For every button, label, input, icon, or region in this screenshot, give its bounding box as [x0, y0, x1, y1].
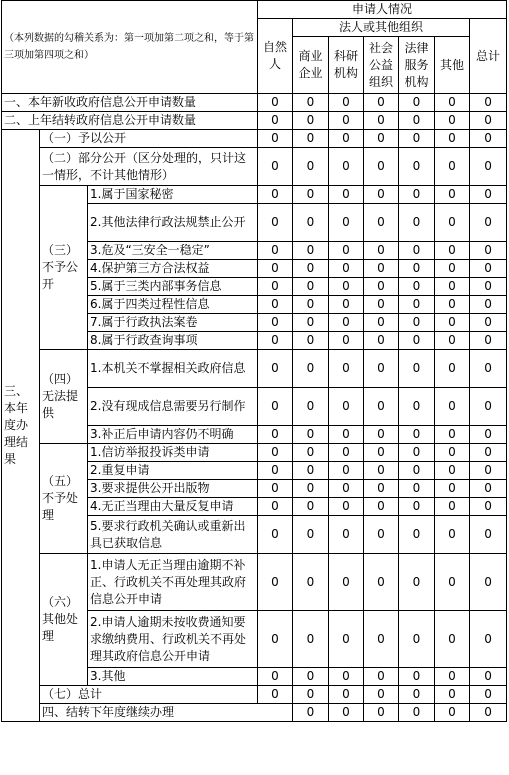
value-cell: 0: [399, 686, 435, 704]
value-cell: 0: [364, 516, 399, 554]
row-label-item: 5.要求行政机关确认或重新出具已获取信息: [88, 516, 258, 554]
row-label-item: 3.要求提供公开出版物: [88, 480, 258, 498]
value-cell: 0: [258, 611, 293, 668]
value-cell: 0: [258, 554, 293, 611]
group-label-other: （六）其他处理: [40, 554, 88, 686]
value-cell: 0: [329, 426, 364, 444]
row-label-item: 2.其他法律行政法规禁止公开: [88, 204, 258, 242]
value-cell: 0: [329, 130, 364, 148]
value-cell: 0: [470, 498, 507, 516]
value-cell: 0: [435, 186, 470, 204]
row-label-item: 1.信访举报投诉类申请: [88, 444, 258, 462]
value-cell: 0: [399, 516, 435, 554]
value-cell: 0: [258, 426, 293, 444]
value-cell: 0: [258, 94, 293, 112]
value-cell: 0: [293, 186, 329, 204]
value-cell: 0: [399, 204, 435, 242]
value-cell: 0: [364, 686, 399, 704]
value-cell: 0: [399, 498, 435, 516]
value-cell: 0: [258, 148, 293, 186]
value-cell: 0: [364, 350, 399, 388]
value-cell: 0: [470, 462, 507, 480]
value-cell: 0: [364, 611, 399, 668]
value-cell: 0: [435, 554, 470, 611]
value-cell: 0: [293, 112, 329, 130]
header-commercial: 商业企业: [293, 37, 329, 94]
table-row: [2, 704, 507, 722]
value-cell: 0: [329, 204, 364, 242]
row-label-item: 1.本机关不掌握相关政府信息: [88, 350, 258, 388]
value-cell: 0: [293, 130, 329, 148]
value-cell: 0: [329, 296, 364, 314]
value-cell: 0: [470, 516, 507, 554]
gov-info-disclosure-table: [1, 0, 507, 722]
value-cell: 0: [435, 426, 470, 444]
value-cell: 0: [470, 186, 507, 204]
row-label-item: 6.属于四类过程性信息: [88, 296, 258, 314]
header-social: 社会公益组织: [364, 37, 399, 94]
value-cell: 0: [470, 296, 507, 314]
value-cell: 0: [364, 242, 399, 260]
value-cell: 0: [258, 462, 293, 480]
value-cell: 0: [293, 668, 329, 686]
value-cell: 0: [258, 480, 293, 498]
row-label-item: 7.属于行政执法案卷: [88, 314, 258, 332]
value-cell: 0: [470, 686, 507, 704]
value-cell: 0: [293, 332, 329, 350]
value-cell: 0: [364, 112, 399, 130]
value-cell: 0: [435, 94, 470, 112]
value-cell: 0: [470, 350, 507, 388]
value-cell: 0: [399, 332, 435, 350]
value-cell: 0: [293, 260, 329, 278]
row-label-item: 2.申请人逾期未按收费通知要求缴纳费用、行政机关不再处理其政府信息公开申请: [88, 611, 258, 668]
value-cell: 0: [470, 314, 507, 332]
value-cell: 0: [399, 314, 435, 332]
row-label-carry-forward: 四、结转下年度继续办理: [40, 704, 293, 722]
value-cell: 0: [364, 426, 399, 444]
value-cell: 0: [293, 278, 329, 296]
value-cell: 0: [470, 204, 507, 242]
value-cell: 0: [470, 130, 507, 148]
value-cell: 0: [399, 186, 435, 204]
table-row: [2, 112, 507, 130]
value-cell: 0: [435, 388, 470, 426]
value-cell: 0: [364, 554, 399, 611]
value-cell: 0: [364, 278, 399, 296]
value-cell: 0: [435, 204, 470, 242]
value-cell: 0: [364, 480, 399, 498]
header-natural-person: 自然人: [258, 19, 293, 94]
value-cell: 0: [258, 498, 293, 516]
value-cell: 0: [435, 242, 470, 260]
value-cell: 0: [435, 462, 470, 480]
value-cell: 0: [435, 112, 470, 130]
value-cell: 0: [293, 444, 329, 462]
value-cell: 0: [293, 148, 329, 186]
value-cell: 0: [258, 388, 293, 426]
value-cell: 0: [293, 704, 329, 722]
value-cell: 0: [470, 480, 507, 498]
value-cell: 0: [258, 130, 293, 148]
value-cell: 0: [293, 498, 329, 516]
row-label-item: 3.危及“三安全一稳定”: [88, 242, 258, 260]
value-cell: 0: [399, 480, 435, 498]
value-cell: 0: [470, 554, 507, 611]
value-cell: 0: [258, 260, 293, 278]
value-cell: 0: [435, 498, 470, 516]
value-cell: 0: [329, 112, 364, 130]
row-label-item: 3.补正后申请内容仍不明确: [88, 426, 258, 444]
row-label-item: 4.保护第三方合法权益: [88, 260, 258, 278]
value-cell: 0: [329, 554, 364, 611]
value-cell: 0: [470, 260, 507, 278]
value-cell: 0: [470, 112, 507, 130]
value-cell: 0: [470, 278, 507, 296]
value-cell: 0: [329, 686, 364, 704]
value-cell: 0: [364, 94, 399, 112]
value-cell: 0: [258, 444, 293, 462]
value-cell: 0: [435, 686, 470, 704]
value-cell: 0: [399, 296, 435, 314]
value-cell: 0: [329, 388, 364, 426]
value-cell: 0: [329, 611, 364, 668]
row-label-total: （七）总计: [40, 686, 258, 704]
value-cell: 0: [435, 611, 470, 668]
value-cell: 0: [470, 611, 507, 668]
table-row: [2, 130, 507, 148]
row-label-disclosed: （一）予以公开: [40, 130, 258, 148]
value-cell: 0: [364, 444, 399, 462]
value-cell: 0: [399, 426, 435, 444]
value-cell: 0: [435, 480, 470, 498]
row-label-item: 5.属于三类内部事务信息: [88, 278, 258, 296]
header-total: 总计: [470, 19, 507, 94]
value-cell: 0: [258, 278, 293, 296]
row-label-new-requests: 一、本年新收政府信息公开申请数量: [2, 94, 258, 112]
value-cell: 0: [435, 350, 470, 388]
header-legal-group: 法人或其他组织: [293, 19, 470, 37]
row-label-item: 1.属于国家秘密: [88, 186, 258, 204]
value-cell: 0: [399, 611, 435, 668]
value-cell: 0: [399, 350, 435, 388]
value-cell: 0: [329, 314, 364, 332]
value-cell: 0: [293, 554, 329, 611]
value-cell: 0: [258, 112, 293, 130]
value-cell: 0: [470, 94, 507, 112]
value-cell: 0: [470, 426, 507, 444]
group-label-unable: （四）无法提供: [40, 350, 88, 444]
value-cell: 0: [329, 278, 364, 296]
value-cell: 0: [364, 668, 399, 686]
value-cell: 0: [258, 204, 293, 242]
value-cell: 0: [329, 668, 364, 686]
value-cell: 0: [364, 204, 399, 242]
value-cell: 0: [293, 426, 329, 444]
value-cell: 0: [470, 704, 507, 722]
value-cell: 0: [470, 668, 507, 686]
row-label-carried-over: 二、上年结转政府信息公开申请数量: [2, 112, 258, 130]
value-cell: 0: [329, 704, 364, 722]
value-cell: 0: [399, 148, 435, 186]
group-label-not-processed: （五）不予处理: [40, 444, 88, 554]
value-cell: 0: [258, 516, 293, 554]
value-cell: 0: [293, 314, 329, 332]
value-cell: 0: [293, 388, 329, 426]
value-cell: 0: [258, 296, 293, 314]
table-row: [2, 94, 507, 112]
header-research: 科研机构: [329, 37, 364, 94]
row-label-item: 8.属于行政查询事项: [88, 332, 258, 350]
value-cell: 0: [435, 516, 470, 554]
value-cell: 0: [364, 130, 399, 148]
value-cell: 0: [258, 350, 293, 388]
header-other: 其他: [435, 37, 470, 94]
table-row: [2, 186, 507, 204]
value-cell: 0: [293, 350, 329, 388]
value-cell: 0: [399, 444, 435, 462]
value-cell: 0: [470, 444, 507, 462]
value-cell: 0: [293, 480, 329, 498]
row-label-item: 1.申请人无正当理由逾期不补正、行政机关不再处理其政府信息公开申请: [88, 554, 258, 611]
row-label-item: 2.重复申请: [88, 462, 258, 480]
value-cell: 0: [470, 242, 507, 260]
value-cell: 0: [399, 130, 435, 148]
row-label-item: 4.无正当理由大量反复申请: [88, 498, 258, 516]
section-label-results: 三、本年度办理结果: [2, 130, 40, 722]
value-cell: 0: [329, 242, 364, 260]
table-row: [2, 148, 507, 186]
value-cell: 0: [293, 516, 329, 554]
value-cell: 0: [399, 278, 435, 296]
value-cell: 0: [364, 260, 399, 278]
value-cell: 0: [258, 668, 293, 686]
value-cell: 0: [435, 332, 470, 350]
value-cell: 0: [293, 204, 329, 242]
table-row: [2, 350, 507, 388]
value-cell: 0: [293, 94, 329, 112]
value-cell: 0: [293, 686, 329, 704]
value-cell: 0: [435, 314, 470, 332]
value-cell: 0: [329, 332, 364, 350]
value-cell: 0: [435, 260, 470, 278]
value-cell: 0: [399, 260, 435, 278]
value-cell: 0: [329, 186, 364, 204]
value-cell: 0: [399, 462, 435, 480]
value-cell: 0: [258, 186, 293, 204]
group-label-not-disclosed: （三）不予公开: [40, 186, 88, 350]
value-cell: 0: [399, 554, 435, 611]
value-cell: 0: [399, 94, 435, 112]
value-cell: 0: [329, 462, 364, 480]
value-cell: 0: [435, 704, 470, 722]
table-row: [2, 444, 507, 462]
value-cell: 0: [399, 668, 435, 686]
value-cell: 0: [293, 296, 329, 314]
value-cell: 0: [329, 148, 364, 186]
value-cell: 0: [258, 332, 293, 350]
value-cell: 0: [364, 388, 399, 426]
value-cell: 0: [364, 186, 399, 204]
value-cell: 0: [435, 296, 470, 314]
value-cell: 0: [399, 704, 435, 722]
row-label-item: 2.没有现成信息需要另行制作: [88, 388, 258, 426]
header-legal-service: 法律服务机构: [399, 37, 435, 94]
value-cell: 0: [258, 314, 293, 332]
value-cell: 0: [329, 480, 364, 498]
value-cell: 0: [258, 242, 293, 260]
value-cell: 0: [435, 278, 470, 296]
value-cell: 0: [399, 242, 435, 260]
value-cell: 0: [435, 130, 470, 148]
row-label-item: 3.其他: [88, 668, 258, 686]
value-cell: 0: [293, 611, 329, 668]
value-cell: 0: [399, 112, 435, 130]
value-cell: 0: [329, 516, 364, 554]
value-cell: 0: [364, 332, 399, 350]
value-cell: 0: [364, 314, 399, 332]
value-cell: 0: [258, 686, 293, 704]
value-cell: 0: [435, 148, 470, 186]
value-cell: 0: [364, 296, 399, 314]
table-row: [2, 686, 507, 704]
value-cell: 0: [435, 668, 470, 686]
row-label-partial: （二）部分公开（区分处理的，只计这一情形，不计其他情形）: [40, 148, 258, 186]
value-cell: 0: [329, 260, 364, 278]
value-cell: 0: [364, 498, 399, 516]
value-cell: 0: [293, 242, 329, 260]
value-cell: 0: [470, 148, 507, 186]
value-cell: 0: [293, 462, 329, 480]
value-cell: 0: [470, 388, 507, 426]
value-cell: 0: [329, 350, 364, 388]
value-cell: 0: [470, 332, 507, 350]
value-cell: 0: [435, 444, 470, 462]
value-cell: 0: [399, 388, 435, 426]
header-note: （本列数据的勾稽关系为：第一项加第二项之和，等于第三项加第四项之和）: [2, 1, 258, 94]
value-cell: 0: [329, 498, 364, 516]
value-cell: 0: [364, 704, 399, 722]
value-cell: 0: [364, 148, 399, 186]
value-cell: 0: [329, 94, 364, 112]
value-cell: 0: [329, 444, 364, 462]
table-row: [2, 554, 507, 611]
value-cell: 0: [364, 462, 399, 480]
header-applicant: 申请人情况: [258, 1, 507, 19]
